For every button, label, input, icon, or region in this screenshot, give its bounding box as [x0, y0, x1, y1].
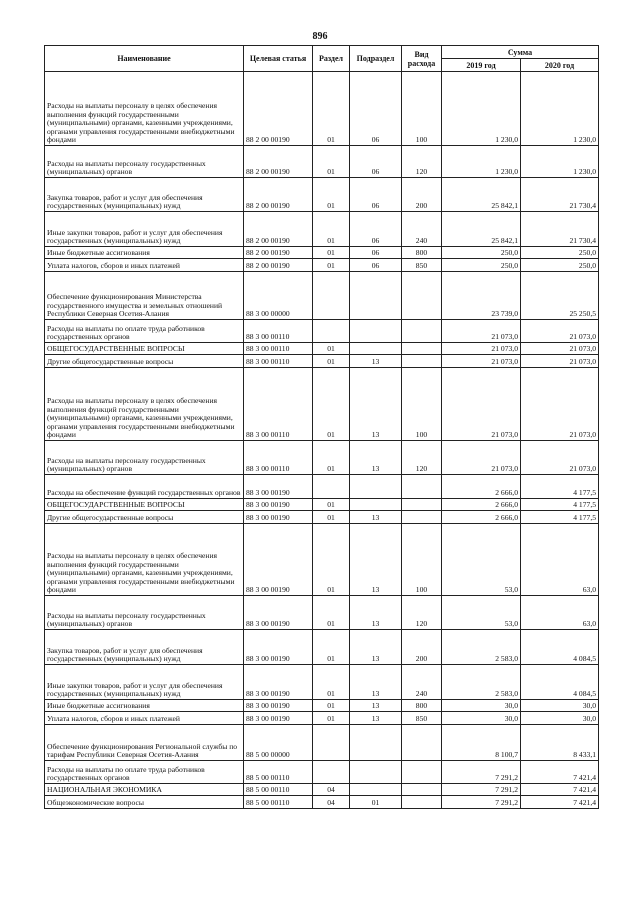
row-type [402, 272, 442, 320]
row-section: 01 [313, 700, 350, 712]
row-type: 120 [402, 146, 442, 178]
table-row [45, 796, 599, 809]
row-subsection: 06 [350, 146, 402, 178]
row-subsection [350, 343, 402, 355]
row-name: Расходы на выплаты персоналу в целях обеспечения выполнения функций государственными (муниципальными) органами, казенными учреждениями, органами управления государственными внебюджетными фондами [45, 368, 244, 441]
row-type [402, 343, 442, 355]
row-name: Расходы на выплаты по оплате труда работников государственных органов [45, 761, 244, 784]
row-name: Другие общегосударственные вопросы [45, 355, 244, 368]
row-2020: 21 730,4 [521, 178, 599, 212]
row-type: 100 [402, 72, 442, 146]
row-section: 01 [313, 343, 350, 355]
table-row [45, 355, 599, 368]
row-2019: 1 230,0 [442, 72, 521, 146]
row-type [402, 320, 442, 343]
row-subsection: 06 [350, 259, 402, 272]
row-name: Обеспечение функционирования Региональной службы по тарифам Республики Северная Осетия-Алания [45, 725, 244, 761]
row-section: 01 [313, 524, 350, 596]
row-2019: 21 073,0 [442, 441, 521, 475]
row-type: 200 [402, 630, 442, 665]
row-2019: 2 666,0 [442, 499, 521, 511]
row-target: 88 3 00 00190 [244, 475, 313, 499]
budget-table [44, 45, 599, 809]
row-2020: 4 084,5 [521, 665, 599, 700]
row-subsection: 01 [350, 796, 402, 809]
row-type: 120 [402, 596, 442, 630]
row-target: 88 3 00 00110 [244, 320, 313, 343]
row-section [313, 761, 350, 784]
row-2020: 4 177,5 [521, 511, 599, 524]
header-subsection: Подраздел [350, 46, 402, 72]
row-2019: 30,0 [442, 712, 521, 725]
row-section: 01 [313, 212, 350, 247]
row-section: 01 [313, 665, 350, 700]
table-row [45, 712, 599, 725]
row-2019: 2 583,0 [442, 630, 521, 665]
row-2019: 250,0 [442, 247, 521, 259]
row-2019: 1 230,0 [442, 146, 521, 178]
row-name: Уплата налогов, сборов и иных платежей [45, 712, 244, 725]
row-subsection: 13 [350, 700, 402, 712]
row-target: 88 2 00 00190 [244, 247, 313, 259]
row-type [402, 511, 442, 524]
row-target: 88 5 00 00110 [244, 784, 313, 796]
row-name: Расходы на выплаты персоналу государственных (муниципальных) органов [45, 441, 244, 475]
row-type [402, 784, 442, 796]
row-target: 88 3 00 00110 [244, 343, 313, 355]
row-2019: 7 291,2 [442, 761, 521, 784]
row-subsection [350, 761, 402, 784]
row-2020: 250,0 [521, 247, 599, 259]
row-name: Расходы на выплаты персоналу государственных (муниципальных) органов [45, 596, 244, 630]
table-row [45, 259, 599, 272]
row-name: Расходы на выплаты персоналу в целях обеспечения выполнения функций государственными (муниципальными) органами, казенными учреждениями, органами управления государственными внебюджетными фондами [45, 524, 244, 596]
row-subsection: 13 [350, 712, 402, 725]
row-subsection: 13 [350, 441, 402, 475]
row-2020: 1 230,0 [521, 72, 599, 146]
row-2020: 21 073,0 [521, 441, 599, 475]
table-row [45, 511, 599, 524]
row-target: 88 5 00 00110 [244, 796, 313, 809]
row-section [313, 272, 350, 320]
row-name: Иные бюджетные ассигнования [45, 247, 244, 259]
row-section: 04 [313, 784, 350, 796]
row-subsection [350, 272, 402, 320]
row-type [402, 355, 442, 368]
row-section: 01 [313, 355, 350, 368]
row-2020: 21 073,0 [521, 320, 599, 343]
row-type [402, 475, 442, 499]
row-target: 88 3 00 00110 [244, 368, 313, 441]
table-row [45, 368, 599, 441]
table-row [45, 146, 599, 178]
row-type: 240 [402, 212, 442, 247]
row-2020: 4 177,5 [521, 475, 599, 499]
header-sum: Сумма [442, 46, 599, 59]
table-row [45, 247, 599, 259]
row-target: 88 5 00 00110 [244, 761, 313, 784]
row-target: 88 3 00 00190 [244, 511, 313, 524]
row-subsection: 06 [350, 212, 402, 247]
row-2020: 63,0 [521, 596, 599, 630]
table-row [45, 596, 599, 630]
row-2020: 1 230,0 [521, 146, 599, 178]
row-subsection [350, 320, 402, 343]
header-target: Целевая статья [244, 46, 313, 72]
row-type: 100 [402, 368, 442, 441]
row-2019: 21 073,0 [442, 343, 521, 355]
row-target: 88 3 00 00190 [244, 700, 313, 712]
row-2019: 21 073,0 [442, 355, 521, 368]
row-2019: 2 666,0 [442, 511, 521, 524]
row-subsection: 06 [350, 178, 402, 212]
row-type [402, 761, 442, 784]
row-subsection [350, 784, 402, 796]
row-name: Иные закупки товаров, работ и услуг для обеспечения государственных (муниципальных) нужд [45, 212, 244, 247]
row-type [402, 499, 442, 511]
row-target: 88 5 00 00000 [244, 725, 313, 761]
row-section: 01 [313, 596, 350, 630]
row-subsection: 13 [350, 665, 402, 700]
page-number: 896 [312, 31, 328, 42]
row-target: 88 3 00 00190 [244, 596, 313, 630]
row-2020: 25 250,5 [521, 272, 599, 320]
row-2020: 21 073,0 [521, 355, 599, 368]
table-row [45, 272, 599, 320]
row-type: 800 [402, 247, 442, 259]
row-type: 240 [402, 665, 442, 700]
row-section: 01 [313, 368, 350, 441]
row-type: 120 [402, 441, 442, 475]
row-2019: 25 842,1 [442, 212, 521, 247]
table-row [45, 441, 599, 475]
row-section [313, 725, 350, 761]
row-2020: 30,0 [521, 712, 599, 725]
row-type [402, 796, 442, 809]
row-name: Закупка товаров, работ и услуг для обеспечения государственных (муниципальных) нужд [45, 178, 244, 212]
table-row [45, 784, 599, 796]
row-2019: 25 842,1 [442, 178, 521, 212]
row-type: 800 [402, 700, 442, 712]
table-row [45, 630, 599, 665]
row-2019: 8 100,7 [442, 725, 521, 761]
row-2020: 21 073,0 [521, 368, 599, 441]
table-row [45, 475, 599, 499]
row-subsection: 13 [350, 524, 402, 596]
row-2019: 53,0 [442, 524, 521, 596]
row-type [402, 725, 442, 761]
header-2020: 2020 год [521, 59, 599, 72]
row-section: 01 [313, 499, 350, 511]
table-row [45, 72, 599, 146]
row-type: 850 [402, 259, 442, 272]
row-subsection: 13 [350, 630, 402, 665]
row-2020: 7 421,4 [521, 784, 599, 796]
row-2020: 21 073,0 [521, 343, 599, 355]
row-2019: 21 073,0 [442, 368, 521, 441]
table-row [45, 320, 599, 343]
row-section: 01 [313, 72, 350, 146]
row-section: 01 [313, 146, 350, 178]
row-type: 850 [402, 712, 442, 725]
row-target: 88 3 00 00190 [244, 524, 313, 596]
row-name: Общеэкономические вопросы [45, 796, 244, 809]
row-2020: 8 433,1 [521, 725, 599, 761]
table-row [45, 700, 599, 712]
row-name: Расходы на обеспечение функций государственных органов [45, 475, 244, 499]
table-row [45, 178, 599, 212]
row-name: Уплата налогов, сборов и иных платежей [45, 259, 244, 272]
row-2020: 250,0 [521, 259, 599, 272]
row-target: 88 2 00 00190 [244, 178, 313, 212]
row-target: 88 3 00 00190 [244, 712, 313, 725]
row-name: Закупка товаров, работ и услуг для обеспечения государственных (муниципальных) нужд [45, 630, 244, 665]
row-name: НАЦИОНАЛЬНАЯ ЭКОНОМИКА [45, 784, 244, 796]
row-type: 100 [402, 524, 442, 596]
row-type: 200 [402, 178, 442, 212]
table-row [45, 212, 599, 247]
row-section [313, 320, 350, 343]
row-section: 01 [313, 259, 350, 272]
row-target: 88 3 00 00110 [244, 441, 313, 475]
row-subsection: 13 [350, 596, 402, 630]
row-2019: 21 073,0 [442, 320, 521, 343]
row-name: Иные бюджетные ассигнования [45, 700, 244, 712]
row-target: 88 2 00 00190 [244, 72, 313, 146]
row-target: 88 2 00 00190 [244, 212, 313, 247]
row-name: Другие общегосударственные вопросы [45, 511, 244, 524]
row-section: 01 [313, 712, 350, 725]
row-2019: 53,0 [442, 596, 521, 630]
row-target: 88 3 00 00000 [244, 272, 313, 320]
row-subsection: 13 [350, 355, 402, 368]
table-row [45, 665, 599, 700]
row-target: 88 3 00 00190 [244, 630, 313, 665]
row-target: 88 2 00 00190 [244, 259, 313, 272]
header-name: Наименование [45, 46, 244, 72]
row-2019: 2 666,0 [442, 475, 521, 499]
table-row [45, 524, 599, 596]
row-subsection: 13 [350, 368, 402, 441]
row-subsection: 13 [350, 511, 402, 524]
header-expense-type: Вид расхода [402, 46, 442, 72]
row-target: 88 2 00 00190 [244, 146, 313, 178]
row-2020: 7 421,4 [521, 761, 599, 784]
row-target: 88 3 00 00190 [244, 665, 313, 700]
row-2020: 7 421,4 [521, 796, 599, 809]
row-2019: 23 739,0 [442, 272, 521, 320]
row-section: 01 [313, 441, 350, 475]
row-2020: 30,0 [521, 700, 599, 712]
row-name: Расходы на выплаты по оплате труда работников государственных органов [45, 320, 244, 343]
header-section: Раздел [313, 46, 350, 72]
row-name: ОБЩЕГОСУДАРСТВЕННЫЕ ВОПРОСЫ [45, 499, 244, 511]
row-2020: 4 177,5 [521, 499, 599, 511]
row-name: ОБЩЕГОСУДАРСТВЕННЫЕ ВОПРОСЫ [45, 343, 244, 355]
row-section: 01 [313, 511, 350, 524]
row-target: 88 3 00 00110 [244, 355, 313, 368]
row-name: Расходы на выплаты персоналу в целях обеспечения выполнения функций государственными (муниципальными) органами, казенными учреждениями, органами управления государственными внебюджетными фондами [45, 72, 244, 146]
row-subsection [350, 499, 402, 511]
row-2019: 250,0 [442, 259, 521, 272]
row-subsection: 06 [350, 247, 402, 259]
header-2019: 2019 год [442, 59, 521, 72]
table-row [45, 725, 599, 761]
table-row [45, 761, 599, 784]
row-2020: 21 730,4 [521, 212, 599, 247]
row-2020: 4 084,5 [521, 630, 599, 665]
row-name: Обеспечение функционирования Министерства государственного имущества и земельных отношений Республики Северная Осетия-Алания [45, 272, 244, 320]
row-2019: 7 291,2 [442, 796, 521, 809]
row-subsection [350, 725, 402, 761]
table-row [45, 499, 599, 511]
row-section: 01 [313, 178, 350, 212]
table-row [45, 343, 599, 355]
row-target: 88 3 00 00190 [244, 499, 313, 511]
row-name: Иные закупки товаров, работ и услуг для обеспечения государственных (муниципальных) нужд [45, 665, 244, 700]
row-subsection [350, 475, 402, 499]
row-section: 01 [313, 630, 350, 665]
row-name: Расходы на выплаты персоналу государственных (муниципальных) органов [45, 146, 244, 178]
row-subsection: 06 [350, 72, 402, 146]
row-2020: 63,0 [521, 524, 599, 596]
row-section: 01 [313, 247, 350, 259]
row-2019: 7 291,2 [442, 784, 521, 796]
row-section: 04 [313, 796, 350, 809]
row-2019: 2 583,0 [442, 665, 521, 700]
row-2019: 30,0 [442, 700, 521, 712]
row-section [313, 475, 350, 499]
